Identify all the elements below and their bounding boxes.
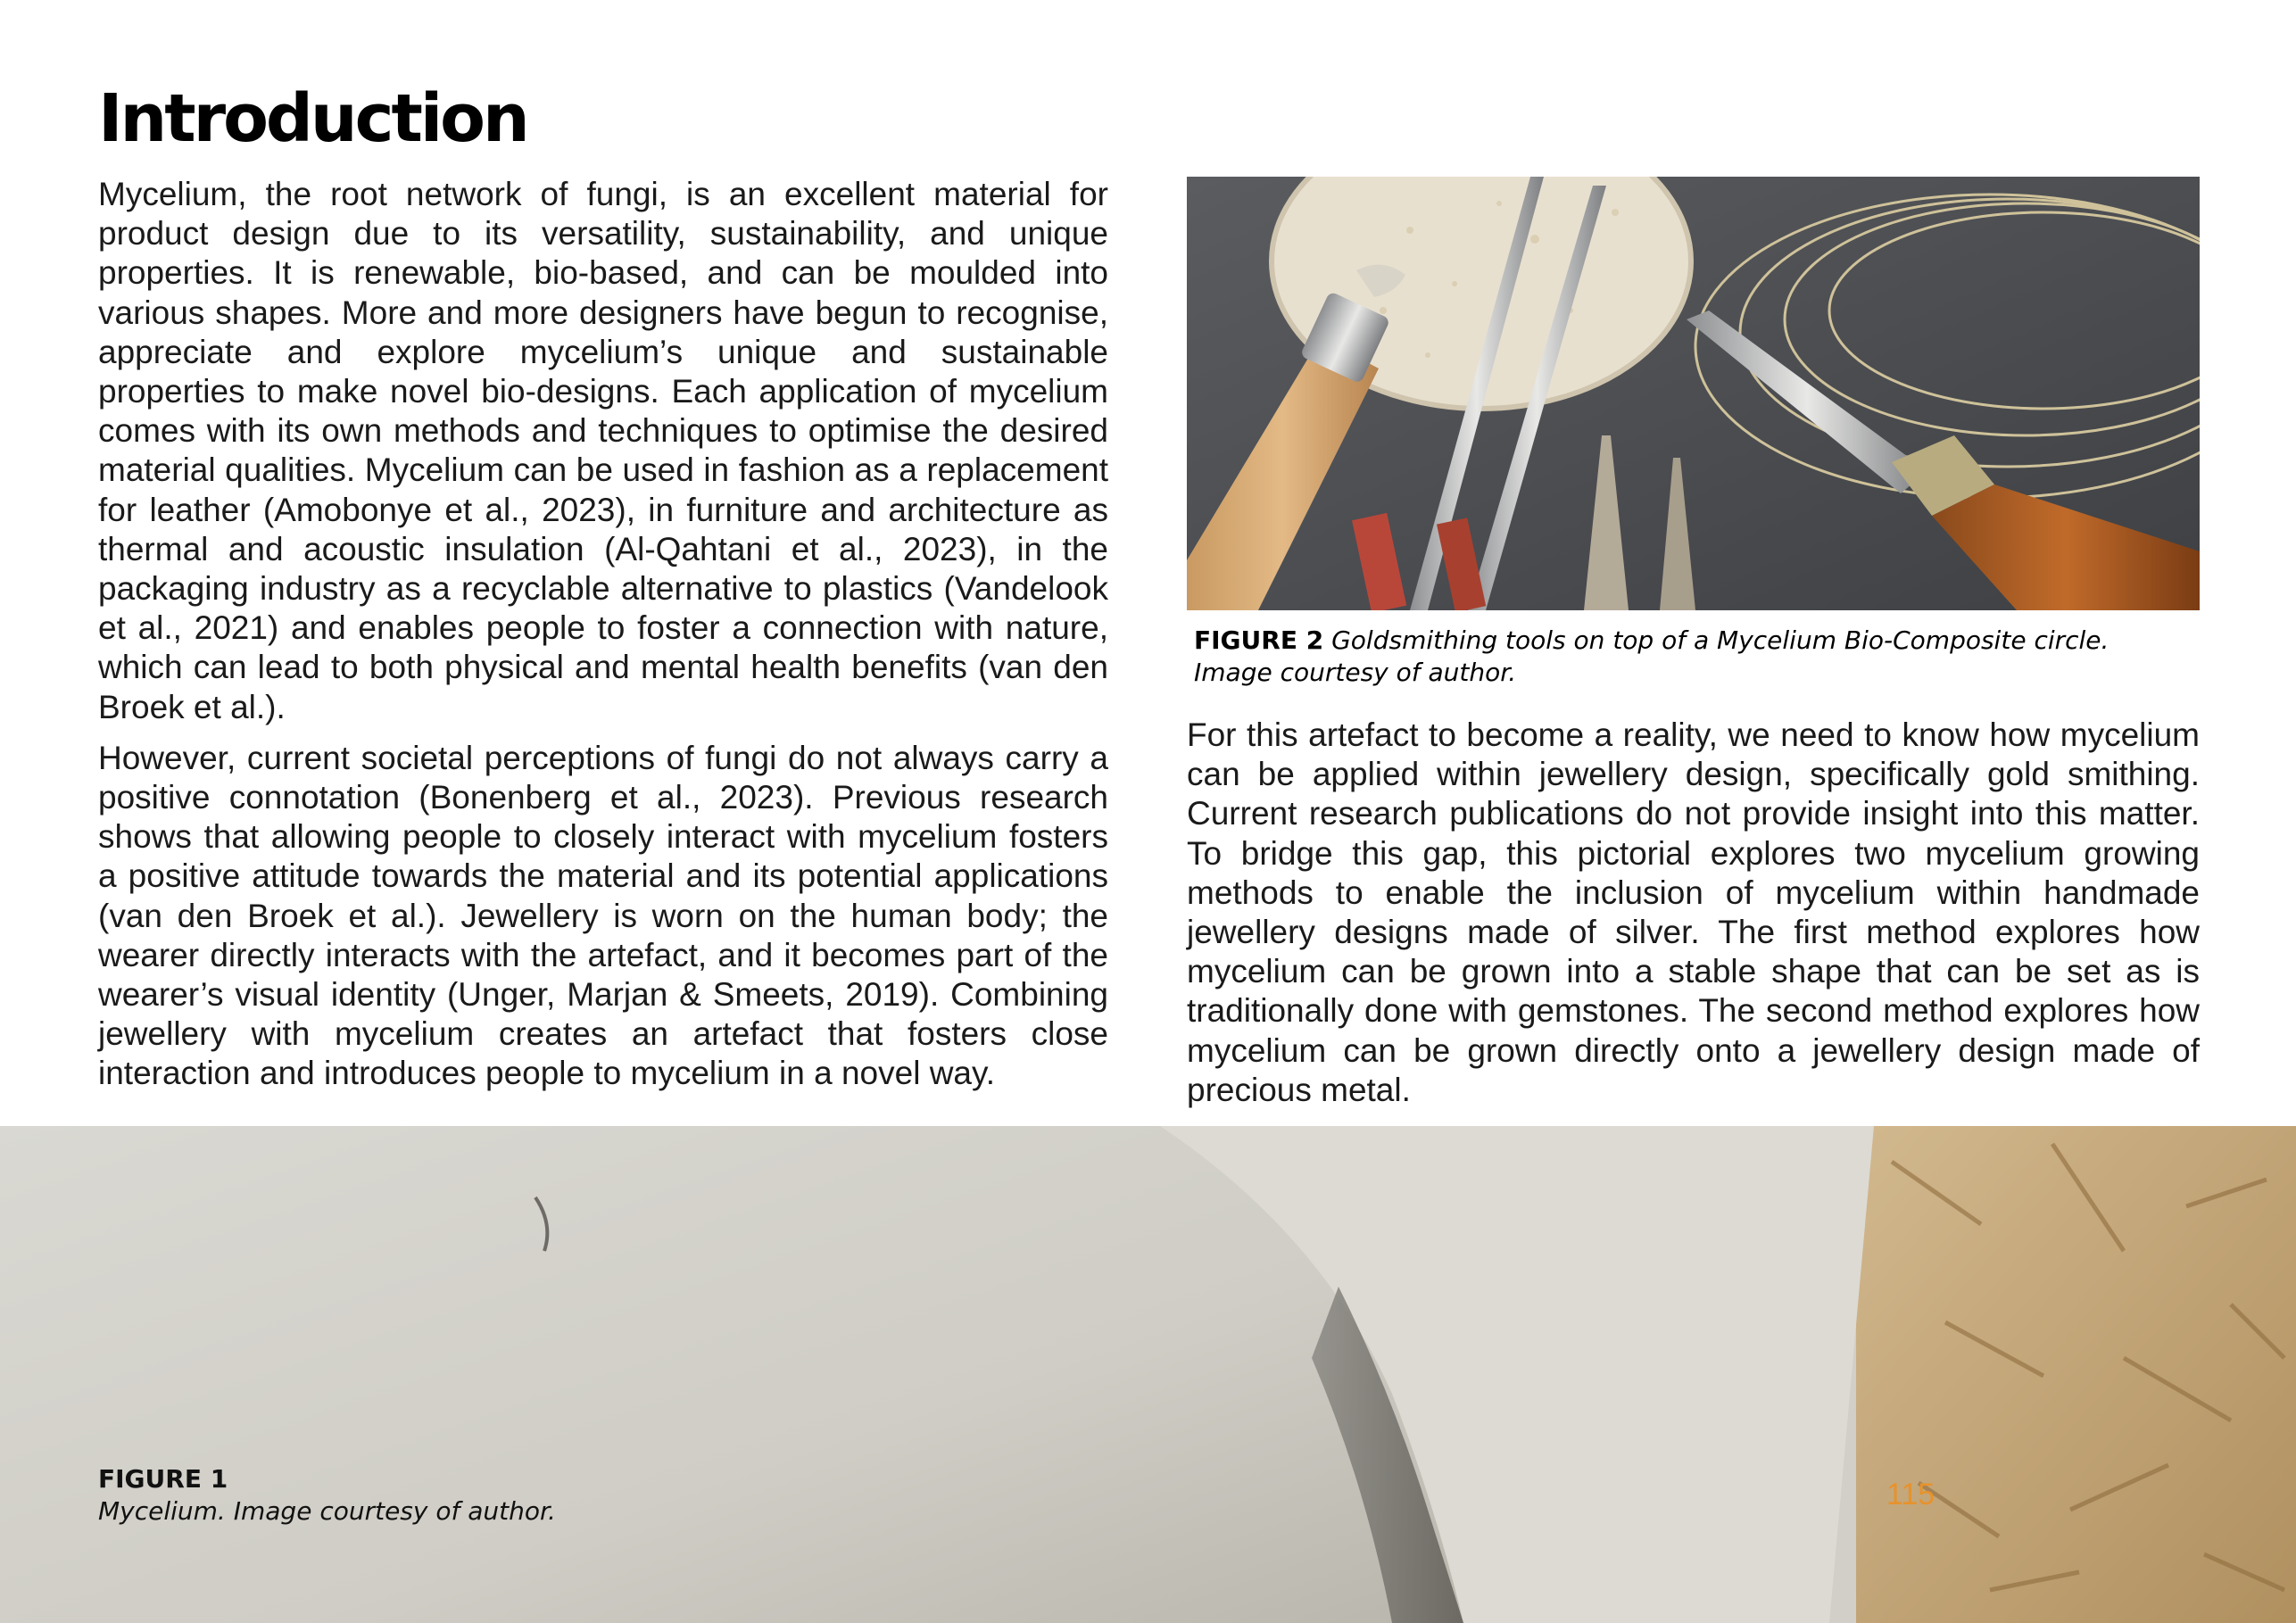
figure-1-label: FIGURE 1	[98, 1464, 228, 1494]
figure-1-photo	[0, 1126, 2296, 1623]
page-number: 115	[1886, 1478, 1935, 1511]
figure-2-caption	[1194, 625, 2220, 689]
intro-paragraph-2: However, current societal perceptions of fungi do not always carry a positive connotation (Bonenberg et al., 2023). Previous research shows that allowing people to closely interact with mycelium fosters a positive attitude towards the material and its potential applications (van den Broek et al.). Jewellery is worn on the human body; the wearer directly interacts with the artefact, and it becomes part of the wearer’s visual identity (Unger, Marjan & Smeets, 2019). Combining jewellery with mycelium creates an artefact that fosters close interaction and introduces people to mycelium in a novel way.	[98, 739, 1108, 1092]
left-column	[98, 175, 1108, 1094]
right-paragraph-1: For this artefact to become a reality, we need to know how mycelium can be applied within jewellery design, specifically gold smithing. Current research publications do not provide insight into this matter. To bridge this gap, this pictorial explores two mycelium growing methods to enable the inclusion of mycelium within handmade jewellery designs made of silver. The first method explores how mycelium can be grown into a stable shape that can be set as is traditionally done with gemstones. The second method explores how mycelium can be grown directly onto a jewellery design made of precious metal.	[1187, 716, 2200, 1108]
figure-2-caption-line1: Goldsmithing tools on top of a Mycelium Bio-Composite circle.	[1331, 625, 2110, 655]
figure-2-caption-line2: Image courtesy of author.	[1194, 658, 1517, 687]
right-column	[1187, 716, 2200, 1110]
figure-2-label: FIGURE 2	[1194, 625, 1324, 655]
intro-paragraph-1: Mycelium, the root network of fungi, is an excellent material for product design due to its versatility, sustainability, and unique properties. It is renewable, bio-based, and can be moulded into various shapes. More and more designers have begun to recognise, appreciate and explore mycelium’s unique and sustainable properties to make novel bio-designs. Each application of mycelium comes with its own methods and techniques to optimise the desired material qualities. Mycelium can be used in fashion as a replacement for leather (Amobonye et al., 2023), in furniture and architecture as thermal and acoustic insulation (Al-Qahtani et al., 2023), in the packaging industry as a recyclable alternative to plastics (Vandelook et al., 2021) and enables people to foster a connection with nature, which can lead to both physical and mental health benefits (van den Broek et al.).	[98, 176, 1108, 725]
goldsmithing-tools-image	[1187, 177, 2200, 610]
figure-2-photo	[1187, 177, 2200, 610]
mycelium-closeup-image	[0, 1126, 2296, 1623]
figure-1-caption-text: Mycelium. Image courtesy of author.	[98, 1496, 556, 1526]
page-title: Introduction	[98, 80, 527, 157]
figure-1-caption	[98, 1463, 556, 1528]
